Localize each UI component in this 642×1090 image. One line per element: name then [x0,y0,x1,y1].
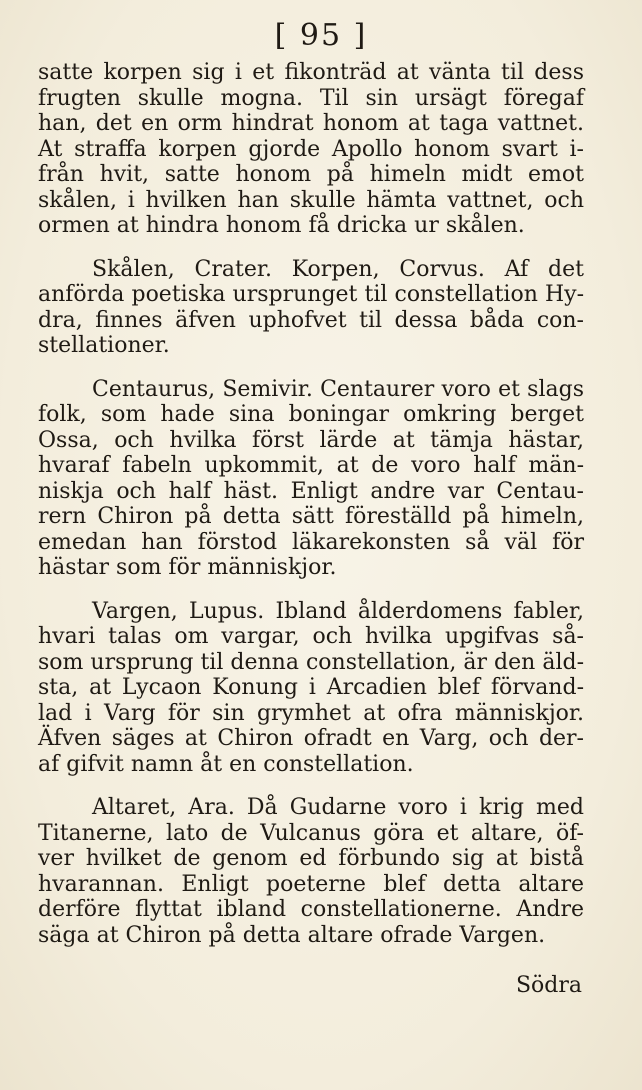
text-line: ver hvilket de genom ed förbundo sig at bistå [38,846,584,871]
text-line: som ursprung til denna constellation, är den äld- [38,649,584,675]
text-line: Vargen, Lupus. Ibland ålderdomens fabler, [92,598,584,624]
text-line: frugten skulle mogna. Til sin ursägt föregaf [38,85,584,111]
text-line: rern Chiron på detta sätt föreställd på himeln, [38,504,584,529]
text-line: hästar som för människjor. [38,555,337,580]
text-line: Ossa, och hvilka först lärde at tämja hästar, [38,427,584,453]
text-line: emedan han förstod läkarekonsten så väl för [38,529,584,555]
text-line: från hvit, satte honom på himeln midt emot [38,162,584,187]
text-line: dra, finnes äfven uphofvet til dessa båda con- [38,307,584,333]
text-line: stellationer. [38,333,170,358]
catchword: Södra [515,973,582,998]
text-line: Äfven säges at Chiron ofradt en Varg, och der- [38,726,584,751]
text-line: hvarannan. Enligt poeterne blef detta altare [38,871,584,897]
text-line: skålen, i hvilken han skulle hämta vattnet, och [38,187,584,213]
text-line: Altaret, Ara. Då Gudarne voro i krig med [92,795,584,820]
text-line: folk, som hade sina boningar omkring berget [38,402,584,427]
text-line: At straffa korpen gjorde Apollo honom svart i- [38,136,584,162]
text-line: lad i Varg för sin grymhet at ofra människjor. [38,700,584,726]
paragraph-lupus [38,599,584,778]
page-number: [ 95 ] [274,18,368,53]
text-line: Titanerne, lato de Vulcanus göra et altare, öf- [38,820,584,846]
paragraph-crater-corvus [38,257,584,359]
text-line: derföre flyttat ibland constellationerne. Andre [38,897,584,922]
page-body [38,60,584,948]
text-line: Centaurus, Semivir. Centaurer voro et slags [92,376,584,402]
paragraph-centaurus [38,377,584,581]
paragraph-ara [38,795,584,948]
text-line: sta, at Lycaon Konung i Arcadien blef förvand- [38,675,584,700]
text-line: satte korpen sig i et fikonträd at vänta til dess [38,60,584,85]
text-line: Skålen, Crater. Korpen, Corvus. Af det [92,256,584,282]
text-line: anförda poetiska ursprunget til constellation Hy- [38,282,584,307]
text-line: niskja och half häst. Enligt andre var Centau- [38,478,584,504]
text-line: ormen at hindra honom få dricka ur skålen. [38,213,525,238]
text-line: hvari talas om vargar, och hvilka upgifvas så- [38,624,584,649]
text-line: af gifvit namn åt en constellation. [38,751,414,777]
text-line: hvaraf fabeln upkommit, at de voro half män- [38,453,584,478]
paragraph-1 [38,60,584,239]
text-line: han, det en orm hindrat honom at taga vattnet. [38,111,584,136]
text-line: säga at Chiron på detta altare ofrade Vargen. [38,922,546,948]
